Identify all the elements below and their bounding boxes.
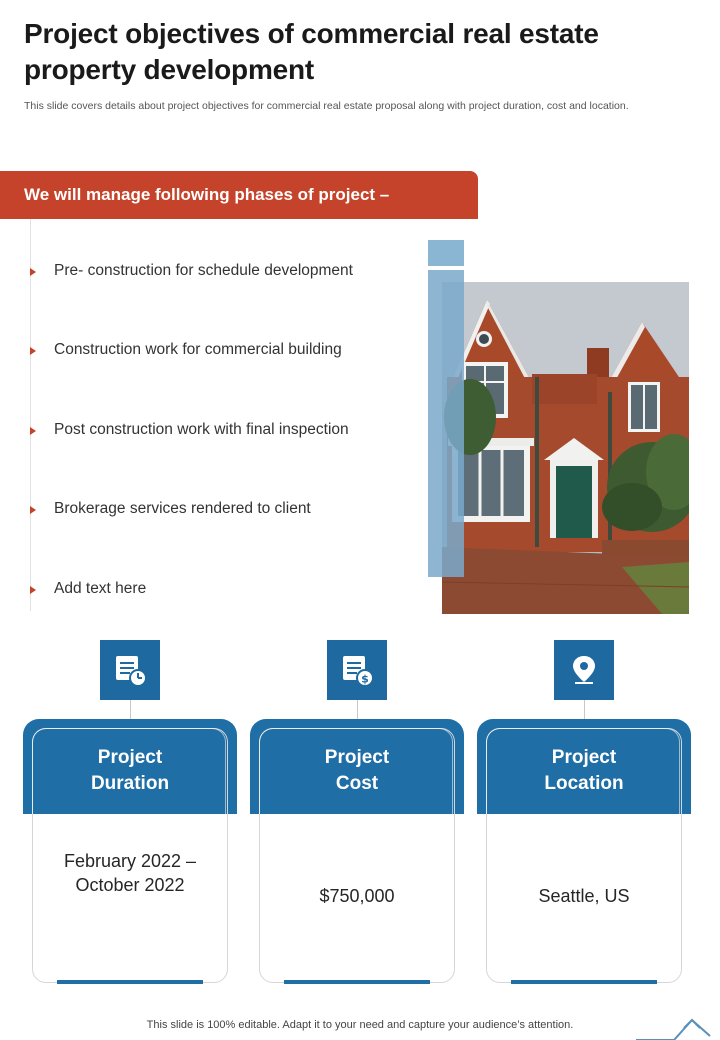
card-value-line-1: Seattle, US: [538, 886, 630, 906]
card-value-line-2: October 2022: [75, 875, 185, 895]
phase-item-text: Construction work for commercial building: [54, 341, 342, 358]
page-subtitle: This slide covers details about project objectives for commercial real estate proposal along with project duration, cost and location.: [24, 100, 629, 112]
phases-banner: [0, 171, 478, 219]
connector-line: [357, 700, 358, 719]
phases-heading: We will manage following phases of project –: [24, 185, 390, 204]
bullet-arrow-icon: [30, 347, 36, 355]
house-illustration: [442, 282, 689, 614]
card-value: [491, 884, 677, 908]
phase-item: [30, 261, 410, 285]
decorative-block-tall: [428, 270, 464, 577]
project-location-card: [477, 719, 691, 987]
card-title: [23, 745, 237, 797]
connector-line: [130, 700, 131, 719]
card-title-line-2: Location: [544, 773, 624, 794]
card-footer-bar: [284, 980, 430, 984]
card-title: [250, 745, 464, 797]
card-footer-bar: [57, 980, 203, 984]
location-pin-icon: [554, 640, 614, 700]
invoice-dollar-icon: [327, 640, 387, 700]
card-value-line-1: February 2022 –: [63, 851, 197, 871]
calendar-clock-icon: [100, 640, 160, 700]
phase-item-text: Brokerage services rendered to client: [54, 500, 311, 517]
phase-item-text: Pre- construction for schedule development: [54, 262, 353, 279]
phase-item: [30, 579, 410, 603]
bullet-arrow-icon: [30, 427, 36, 435]
decorative-block-small: [428, 240, 464, 266]
home-icon: [634, 1014, 720, 1040]
card-title-line-2: Cost: [335, 773, 379, 794]
card-value-line-1: $750,000: [319, 886, 395, 906]
project-duration-card: [23, 719, 237, 987]
card-title-line-1: Project: [97, 747, 163, 768]
bullet-arrow-icon: [30, 268, 36, 276]
svg-text:$: $: [361, 672, 369, 686]
phase-item: [30, 499, 410, 523]
card-footer-bar: [511, 980, 657, 984]
phase-item: [30, 420, 410, 444]
page-title: [24, 16, 694, 88]
card-title-line-2: Duration: [90, 773, 170, 794]
card-value: [264, 884, 450, 908]
bullet-arrow-icon: [30, 506, 36, 514]
phase-item-text: Add text here: [54, 580, 147, 597]
card-title: [477, 745, 691, 797]
connector-line: [584, 700, 585, 719]
card-title-line-1: Project: [324, 747, 390, 768]
bullet-arrow-icon: [30, 586, 36, 594]
card-title-line-1: Project: [551, 747, 617, 768]
footer-note: This slide is 100% editable. Adapt it to your need and capture your audience’s attention.: [146, 1019, 574, 1031]
house-photo: [442, 282, 689, 614]
phase-item-text: Post construction work with final inspection: [54, 421, 349, 438]
project-cost-card: [250, 719, 464, 987]
title-line-1: Project objectives of commercial real estate: [24, 18, 599, 49]
title-line-2: property development: [24, 54, 315, 85]
card-value: [37, 849, 223, 897]
phase-item: [30, 340, 410, 364]
